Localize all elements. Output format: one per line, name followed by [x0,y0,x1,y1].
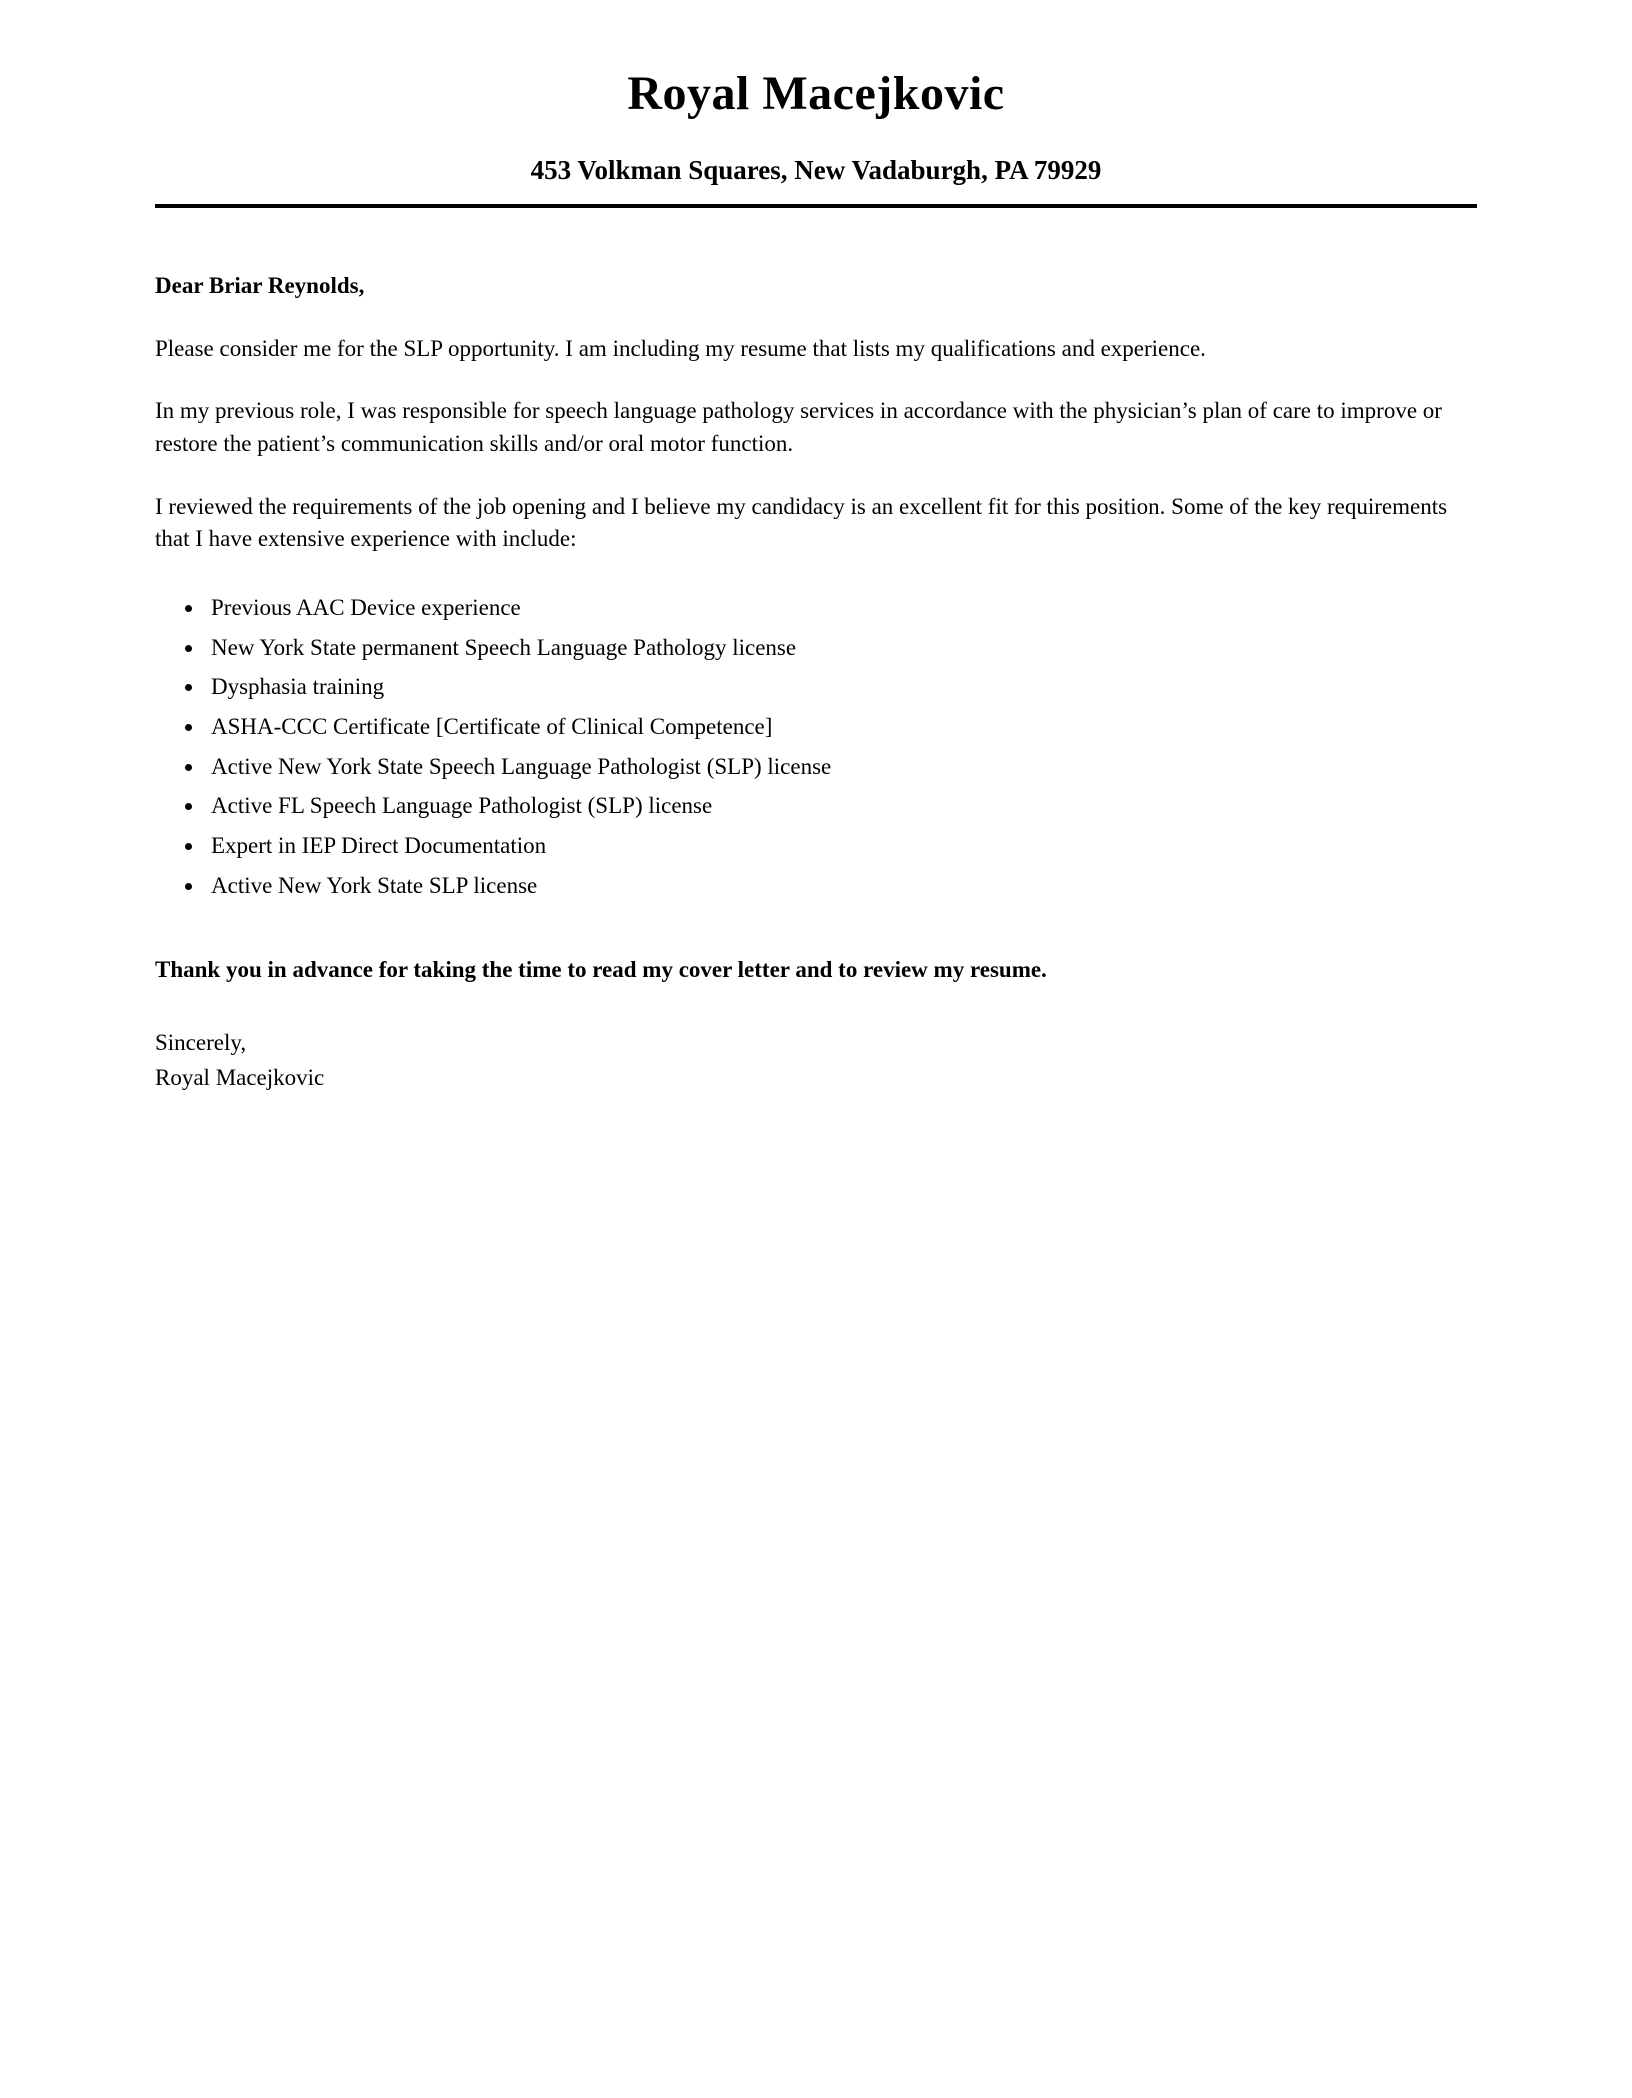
requirement-item: • Active New York State SLP license [205,870,1477,903]
requirement-item: • New York State permanent Speech Language Pathology license [205,632,1477,665]
requirements-list [177,592,1477,902]
letter-header [155,66,1477,208]
closing-statement: Thank you in advance for taking the time to read my cover letter and to review my resume. [155,957,1047,983]
salutation: Dear Briar Reynolds, [155,273,365,298]
letter-body [155,270,1477,1094]
requirement-item: • Previous AAC Device experience [205,592,1477,625]
requirement-item: • Active FL Speech Language Pathologist (SLP) license [205,790,1477,823]
intro-paragraph: Please consider me for the SLP opportunity. I am including my resume that lists my qualifications and experience. [155,335,1206,361]
experience-paragraph: In my previous role, I was responsible for speech language pathology services in accordance with the physician’s plan of care to improve or restore the patient’s communication skills and/or oral motor function. [155,398,1442,456]
sender-name-heading: Royal Macejkovic [627,67,1005,120]
signoff: Sincerely, [155,1029,247,1055]
requirement-item: • Active New York State Speech Language Pathologist (SLP) license [205,751,1477,784]
requirement-item: • ASHA-CCC Certificate [Certificate of Clinical Competence] [205,711,1477,744]
requirements-intro-paragraph: I reviewed the requirements of the job opening and I believe my candidacy is an excellent fit for this position. Some of the key requirements that I have extensive experience with include: [155,493,1448,552]
header-divider [155,204,1477,208]
signature-name: Royal Macejkovic [155,1064,325,1090]
requirement-item: • Dysphasia training [205,671,1477,704]
requirement-item: • Expert in IEP Direct Documentation [205,830,1477,863]
sender-address: 453 Volkman Squares, New Vadaburgh, PA 79929 [530,155,1102,185]
